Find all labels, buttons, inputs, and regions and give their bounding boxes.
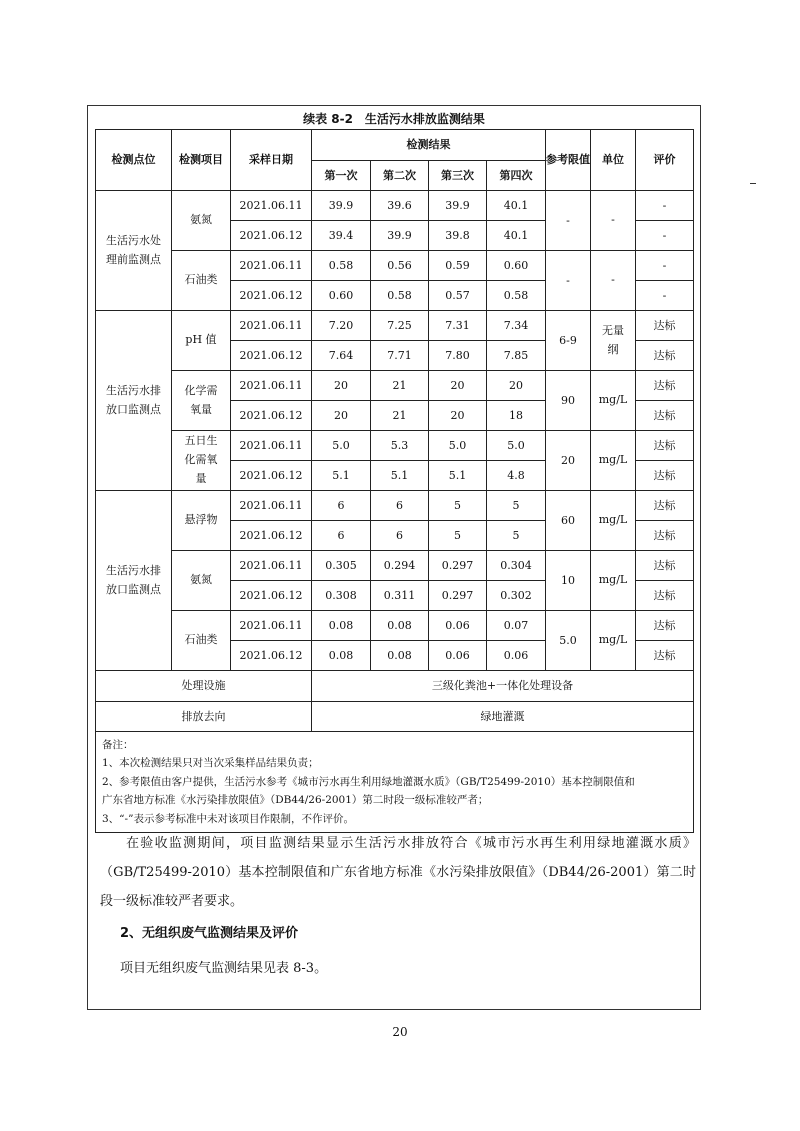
unit-label: mg/L [598, 633, 628, 647]
point-label: 生活污水排放口监测点 [106, 563, 161, 596]
discharge-value: 绿地灌溉 [312, 702, 694, 732]
value-cell: 6 [312, 491, 371, 521]
value-cell: 39.9 [371, 221, 429, 251]
value-cell: 6 [312, 521, 371, 551]
eval-cell: - [636, 251, 694, 281]
eval-cell: 达标 [636, 581, 694, 611]
value-cell: 0.06 [429, 611, 487, 641]
item-label: 氨氮 [190, 213, 212, 227]
value-cell: 0.304 [487, 551, 546, 581]
eval-cell: 达标 [636, 341, 694, 371]
value-cell: 20 [429, 401, 487, 431]
unit-label: mg/L [598, 393, 628, 407]
value-cell: 5.1 [371, 461, 429, 491]
unit-cell [591, 551, 636, 611]
point-cell [96, 191, 172, 311]
header-ref: 参考限值 [546, 130, 591, 191]
value-cell: 5.1 [312, 461, 371, 491]
unit-label: mg/L [598, 513, 628, 527]
unit-cell [591, 611, 636, 671]
value-cell: 5.3 [371, 431, 429, 461]
value-cell: 6 [371, 491, 429, 521]
value-cell: 0.56 [371, 251, 429, 281]
header-point: 检测点位 [96, 130, 172, 191]
item-cell [172, 371, 231, 431]
date-cell: 2021.06.11 [231, 551, 312, 581]
header-date: 采样日期 [231, 130, 312, 191]
item-cell [172, 551, 231, 611]
value-cell: 0.311 [371, 581, 429, 611]
value-cell: 5.0 [487, 431, 546, 461]
value-cell: 0.08 [312, 611, 371, 641]
value-cell: 0.60 [487, 251, 546, 281]
item-label: 石油类 [184, 633, 218, 647]
value-cell: 0.308 [312, 581, 371, 611]
ref-cell: 6-9 [546, 311, 591, 371]
value-cell: 7.64 [312, 341, 371, 371]
value-cell: 5.1 [429, 461, 487, 491]
item-label: pH 值 [185, 333, 217, 347]
value-cell: 7.31 [429, 311, 487, 341]
item-cell [172, 311, 231, 371]
value-cell: 7.25 [371, 311, 429, 341]
header-r4: 第四次 [487, 161, 546, 191]
item-label: 悬浮物 [184, 513, 218, 527]
value-cell: 39.6 [371, 191, 429, 221]
value-cell: 6 [371, 521, 429, 551]
date-cell: 2021.06.12 [231, 461, 312, 491]
date-cell: 2021.06.12 [231, 641, 312, 671]
header-r1: 第一次 [312, 161, 371, 191]
header-results: 检测结果 [312, 130, 546, 161]
value-cell: 0.294 [371, 551, 429, 581]
value-cell: 7.80 [429, 341, 487, 371]
value-cell: 5 [487, 521, 546, 551]
unit-cell [591, 431, 636, 491]
item-cell [172, 191, 231, 251]
margin-mark [750, 183, 756, 184]
value-cell: 5 [487, 491, 546, 521]
note-line: 3、“-”表示参考标准中未对该项目作限制，不作评价。 [102, 812, 354, 825]
unit-label: - [611, 273, 615, 287]
eval-cell: 达标 [636, 641, 694, 671]
value-cell: 0.08 [312, 641, 371, 671]
ref-cell: - [546, 251, 591, 311]
notes-cell [96, 732, 694, 833]
note-line: 2、参考限值由客户提供，生活污水参考《城市污水再生利用绿地灌溉水质》（GB/T25499-2010）基本控制限值和 [102, 775, 635, 788]
table-row [96, 431, 694, 461]
value-cell: 20 [487, 371, 546, 401]
date-cell: 2021.06.11 [231, 491, 312, 521]
eval-cell: 达标 [636, 371, 694, 401]
unit-label: 无量纲 [602, 323, 624, 356]
value-cell: 0.57 [429, 281, 487, 311]
eval-cell: - [636, 191, 694, 221]
item-cell [172, 491, 231, 551]
value-cell: 39.4 [312, 221, 371, 251]
eval-cell: 达标 [636, 311, 694, 341]
eval-cell: - [636, 281, 694, 311]
facility-value: 三级化粪池+一体化处理设备 [312, 671, 694, 702]
value-cell: 5 [429, 491, 487, 521]
table-caption: 续表 8-2 生活污水排放监测结果 [303, 112, 485, 126]
date-cell: 2021.06.12 [231, 341, 312, 371]
item-label: 氨氮 [190, 573, 212, 587]
value-cell: 0.297 [429, 581, 487, 611]
unit-label: mg/L [598, 573, 628, 587]
ref-cell: 5.0 [546, 611, 591, 671]
value-cell: 20 [312, 401, 371, 431]
table-row [96, 371, 694, 401]
value-cell: 7.71 [371, 341, 429, 371]
date-cell: 2021.06.12 [231, 521, 312, 551]
table-row [96, 611, 694, 641]
value-cell: 0.60 [312, 281, 371, 311]
note-line: 备注： [102, 739, 134, 751]
point-label: 生活污水排放口监测点 [106, 383, 161, 416]
unit-cell [591, 191, 636, 251]
item-cell [172, 611, 231, 671]
eval-cell: 达标 [636, 401, 694, 431]
eval-cell: 达标 [636, 611, 694, 641]
value-cell: 0.07 [487, 611, 546, 641]
value-cell: 0.08 [371, 611, 429, 641]
header-item: 检测项目 [172, 130, 231, 191]
value-cell: 4.8 [487, 461, 546, 491]
unit-label: mg/L [598, 453, 628, 467]
table-row [96, 311, 694, 341]
facility-label: 处理设施 [96, 671, 312, 702]
unit-cell [591, 491, 636, 551]
date-cell: 2021.06.12 [231, 281, 312, 311]
item-label: 石油类 [184, 273, 218, 287]
date-cell: 2021.06.12 [231, 581, 312, 611]
conclusion-paragraph: 在验收监测期间，项目监测结果显示生活污水排放符合《城市污水再生利用绿地灌溉水质》（GB/T25499-2010）基本控制限值和广东省地方标准《水污染排放限值》（DB44/26-2001）第二时段一级标准较严者要求。 [100, 836, 696, 909]
value-cell: 5.0 [429, 431, 487, 461]
value-cell: 0.08 [371, 641, 429, 671]
date-cell: 2021.06.12 [231, 401, 312, 431]
value-cell: 0.305 [312, 551, 371, 581]
value-cell: 39.9 [312, 191, 371, 221]
value-cell: 0.59 [429, 251, 487, 281]
value-cell: 0.06 [487, 641, 546, 671]
eval-cell: 达标 [636, 431, 694, 461]
unit-cell [591, 311, 636, 371]
table-row [96, 551, 694, 581]
value-cell: 40.1 [487, 221, 546, 251]
note-line: 广东省地方标准《水污染排放限值》（DB44/26-2001）第二时段一级标准较严者； [102, 794, 489, 807]
table-row [96, 491, 694, 521]
header-r2: 第二次 [371, 161, 429, 191]
value-cell: 20 [312, 371, 371, 401]
date-cell: 2021.06.11 [231, 251, 312, 281]
date-cell: 2021.06.11 [231, 611, 312, 641]
ref-cell: - [546, 191, 591, 251]
unit-cell [591, 371, 636, 431]
eval-cell: 达标 [636, 491, 694, 521]
unit-label: - [611, 213, 615, 227]
table-row [96, 191, 694, 221]
eval-cell: 达标 [636, 551, 694, 581]
point-cell [96, 311, 172, 491]
ref-cell: 20 [546, 431, 591, 491]
eval-cell: 达标 [636, 521, 694, 551]
value-cell: 0.58 [312, 251, 371, 281]
ref-cell: 90 [546, 371, 591, 431]
item-label: 化学需氧量 [184, 383, 218, 416]
header-r3: 第三次 [429, 161, 487, 191]
value-cell: 0.06 [429, 641, 487, 671]
unit-cell [591, 251, 636, 311]
value-cell: 7.34 [487, 311, 546, 341]
value-cell: 0.297 [429, 551, 487, 581]
value-cell: 18 [487, 401, 546, 431]
value-cell: 5.0 [312, 431, 371, 461]
ref-cell: 60 [546, 491, 591, 551]
ref-cell: 10 [546, 551, 591, 611]
value-cell: 0.58 [371, 281, 429, 311]
page-number: 20 [392, 1025, 408, 1039]
value-cell: 21 [371, 371, 429, 401]
table-row [96, 251, 694, 281]
item-cell [172, 251, 231, 311]
value-cell: 21 [371, 401, 429, 431]
date-cell: 2021.06.12 [231, 221, 312, 251]
date-cell: 2021.06.11 [231, 371, 312, 401]
header-eval: 评价 [636, 130, 694, 191]
value-cell: 39.8 [429, 221, 487, 251]
value-cell: 0.58 [487, 281, 546, 311]
value-cell: 5 [429, 521, 487, 551]
header-unit: 单位 [591, 130, 636, 191]
note-line: 1、本次检测结果只对当次采集样品结果负责； [102, 757, 319, 770]
section-heading: 2、无组织废气监测结果及评价 [120, 926, 299, 941]
point-cell [96, 491, 172, 671]
eval-cell: 达标 [636, 461, 694, 491]
date-cell: 2021.06.11 [231, 311, 312, 341]
point-label: 生活污水处理前监测点 [106, 233, 161, 266]
item-cell [172, 431, 231, 491]
reference-paragraph: 项目无组织废气监测结果见表 8-3。 [120, 961, 328, 976]
value-cell: 20 [429, 371, 487, 401]
value-cell: 7.20 [312, 311, 371, 341]
value-cell: 40.1 [487, 191, 546, 221]
eval-cell: - [636, 221, 694, 251]
discharge-label: 排放去向 [96, 702, 312, 732]
value-cell: 0.302 [487, 581, 546, 611]
value-cell: 7.85 [487, 341, 546, 371]
monitoring-table [95, 129, 694, 833]
item-label: 五日生化需氧量 [184, 434, 218, 485]
date-cell: 2021.06.11 [231, 191, 312, 221]
value-cell: 39.9 [429, 191, 487, 221]
date-cell: 2021.06.11 [231, 431, 312, 461]
